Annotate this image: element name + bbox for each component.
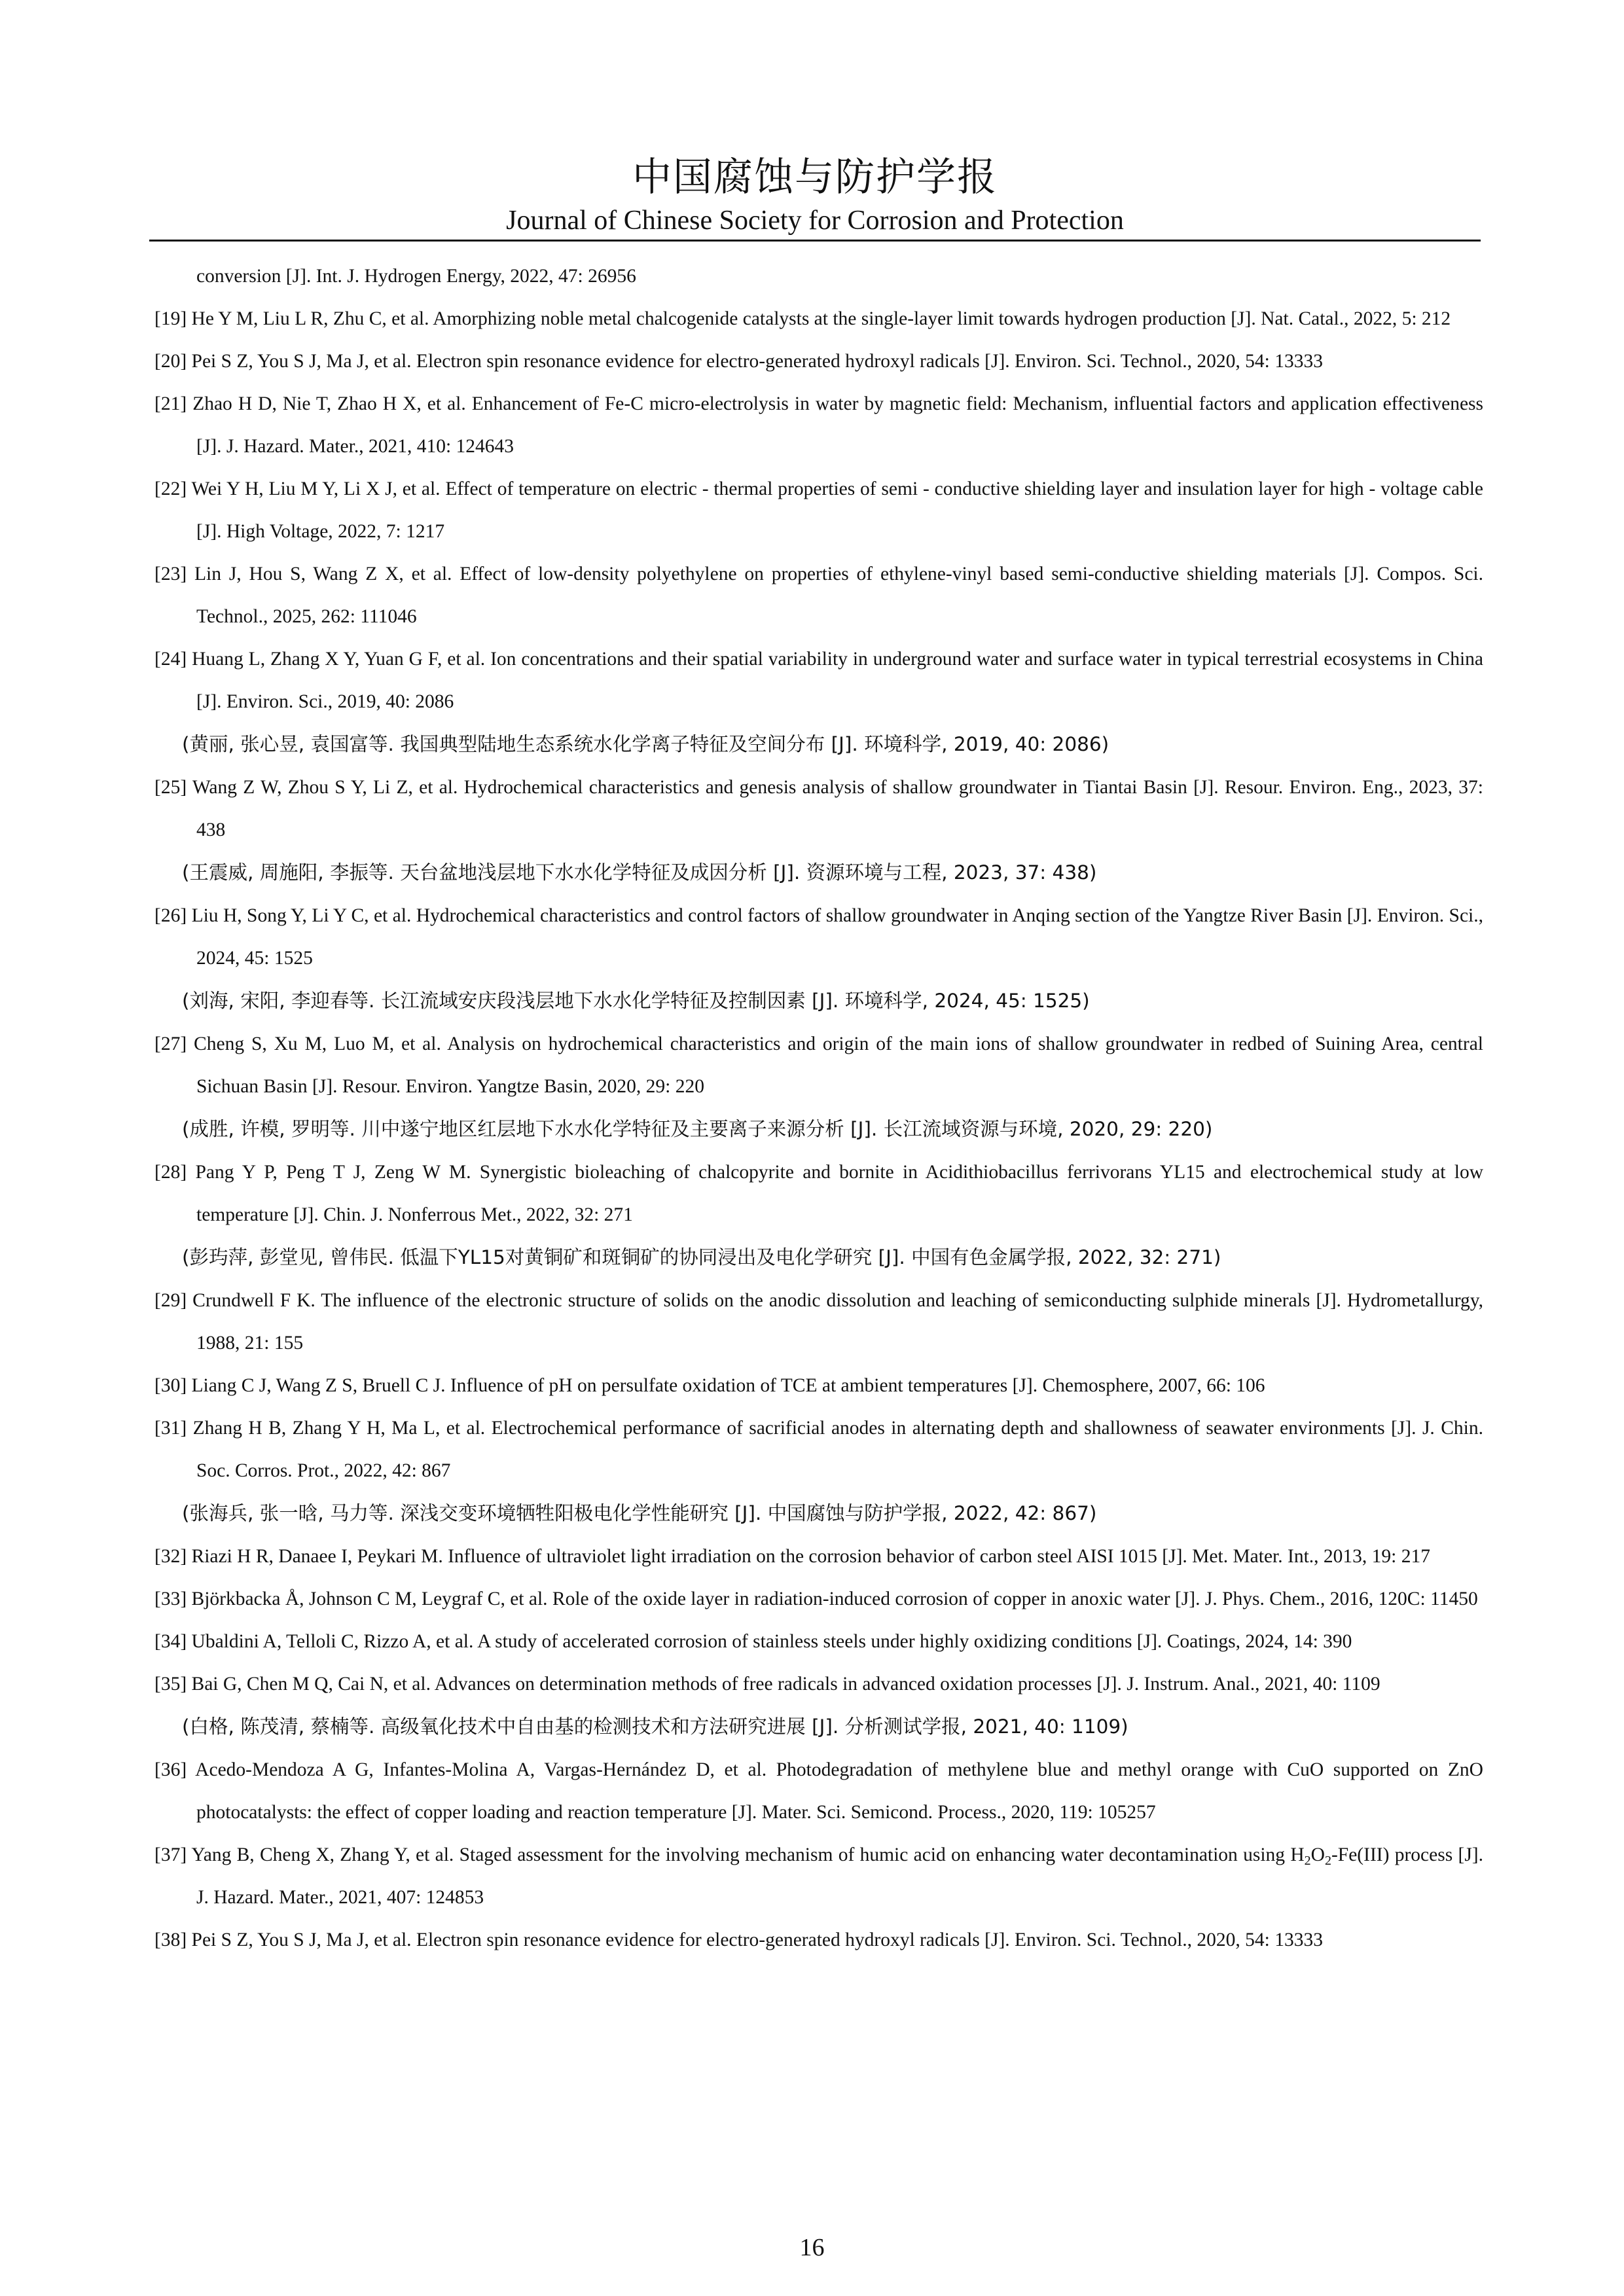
header-rule [149, 240, 1481, 242]
reference-text: Pang Y P, Peng T J, Zeng W M. Synergistic bioleaching of chalcopyrite and bornite in Acidithiobacillus ferrivorans YL15 and electrochemical study at low temperature [J]. Chin. J. Nonferrous Met., 2022, 32: 271 [195, 1162, 1483, 1225]
reference-number: [23] [154, 564, 187, 584]
reference-number: [27] [154, 1033, 187, 1054]
reference-translation: (彭玙萍, 彭堂见, 曾伟民. 低温下YL15对黄铜矿和斑铜矿的协同浸出及电化学研究 [J]. 中国有色金属学报, 2022, 32: 271) [182, 1246, 1221, 1268]
reference-text: Riazi H R, Danaee I, Peykari M. Influence of ultraviolet light irradiation on the corrosion behavior of carbon steel AISI 1015 [J]. Met. Mater. Int., 2013, 19: 217 [191, 1546, 1430, 1567]
reference-item [154, 340, 1483, 383]
reference-number: [31] [154, 1418, 187, 1439]
reference-number: [28] [154, 1162, 187, 1183]
reference-translation: (刘海, 宋阳, 李迎春等. 长江流域安庆段浅层地下水水化学特征及控制因素 [J]. 环境科学, 2024, 45: 1525) [182, 990, 1090, 1012]
reference-number: [22] [154, 478, 187, 499]
reference-item [154, 1621, 1483, 1663]
reference-item [154, 468, 1483, 553]
reference-text: Huang L, Zhang X Y, Yuan G F, et al. Ion concentrations and their spatial variability in underground water and surface water in typical terrestrial ecosystems in China [J]. Environ. Sci., 2019, 40: 2086 [192, 649, 1483, 712]
reference-number: [34] [154, 1631, 187, 1652]
reference-number: [33] [154, 1588, 187, 1609]
reference-item [154, 895, 1483, 980]
reference-number: [20] [154, 351, 187, 372]
journal-title-en: Journal of Chinese Society for Corrosion and Protection [506, 206, 1124, 236]
reference-number: [21] [154, 393, 187, 414]
reference-item [154, 1535, 1483, 1578]
reference-text: Ubaldini A, Telloli C, Rizzo A, et al. A study of accelerated corrosion of stainless steels under highly oxidizing conditions [J]. Coatings, 2024, 14: 390 [191, 1631, 1352, 1652]
reference-text: Liu H, Song Y, Li Y C, et al. Hydrochemical characteristics and control factors of shallow groundwater in Anqing section of the Yangtze River Basin [J]. Environ. Sci., 2024, 45: 1525 [191, 905, 1483, 969]
reference-item [154, 1578, 1483, 1621]
reference-text: Lin J, Hou S, Wang Z X, et al. Effect of low-density polyethylene on properties of ethylene-vinyl based semi-conductive shielding materials [J]. Compos. Sci. Technol., 2025, 262: 111046 [194, 564, 1484, 627]
reference-text: Bai G, Chen M Q, Cai N, et al. Advances on determination methods of free radicals in advanced oxidation processes [J]. J. Instrum. Anal., 2021, 40: 1109 [191, 1674, 1380, 1695]
reference-item [154, 766, 1483, 852]
reference-item [154, 638, 1483, 723]
reference-number: [24] [154, 649, 187, 670]
reference-number: [37] [154, 1844, 187, 1865]
reference-text: Liang C J, Wang Z S, Bruell C J. Influence of pH on persulfate oxidation of TCE at ambient temperatures [J]. Chemosphere, 2007, 66: 106 [191, 1375, 1265, 1396]
reference-item [154, 298, 1483, 340]
journal-title-cn: 中国腐蚀与防护学报 [632, 154, 998, 200]
reference-item [154, 1663, 1483, 1706]
reference-text: He Y M, Liu L R, Zhu C, et al. Amorphizing noble metal chalcogenide catalysts at the single-layer limit towards hydrogen production [J]. Nat. Catal., 2022, 5: 212 [191, 308, 1451, 329]
reference-number: [38] [154, 1929, 187, 1950]
reference-number: [26] [154, 905, 187, 926]
reference-item [154, 1023, 1483, 1108]
reference-number: [30] [154, 1375, 187, 1396]
reference-item [154, 383, 1483, 468]
reference-text: Zhang H B, Zhang Y H, Ma L, et al. Electrochemical performance of sacrificial anodes in alternating depth and shallowness of seawater environments [J]. J. Chin. Soc. Corros. Prot., 2022, 42: 867 [192, 1418, 1484, 1481]
reference-number: [19] [154, 308, 187, 329]
reference-item [154, 553, 1483, 638]
reference-text: Acedo-Mendoza A G, Infantes-Molina A, Vargas-Hernández D, et al. Photodegradation of methylene blue and methyl orange with CuO supported on ZnO photocatalysts: the effect of copper loading and reaction temperature [J]. Mater. Sci. Semicond. Process., 2020, 119: 105257 [195, 1759, 1483, 1823]
page-number: 16 [799, 2234, 825, 2261]
reference-item [154, 1151, 1483, 1236]
reference-text: Wang Z W, Zhou S Y, Li Z, et al. Hydrochemical characteristics and genesis analysis of shallow groundwater in Tiantai Basin [J]. Resour. Environ. Eng., 2023, 37: 438 [192, 777, 1483, 840]
reference-number: [25] [154, 777, 187, 798]
reference-translation: (王震威, 周施阳, 李振等. 天台盆地浅层地下水水化学特征及成因分析 [J]. 资源环境与工程, 2023, 37: 438) [182, 861, 1097, 884]
reference-text: Cheng S, Xu M, Luo M, et al. Analysis on hydrochemical characteristics and origin of the main ions of shallow groundwater in redbed of Suining Area, central Sichuan Basin [J]. Resour. Environ. Yangtze Basin, 2020, 29: 220 [194, 1033, 1483, 1097]
reference-number: [36] [154, 1759, 187, 1780]
reference-item [154, 1407, 1483, 1492]
reference-number: [29] [154, 1290, 187, 1311]
reference-continuation: conversion [J]. Int. J. Hydrogen Energy, 2022, 47: 26956 [196, 266, 636, 287]
reference-item [154, 1749, 1483, 1834]
reference-text: Pei S Z, You S J, Ma J, et al. Electron spin resonance evidence for electro-generated hydroxyl radicals [J]. Environ. Sci. Technol., 2020, 54: 13333 [191, 351, 1324, 372]
reference-translation: (成胜, 许模, 罗明等. 川中遂宁地区红层地下水水化学特征及主要离子来源分析 [J]. 长江流域资源与环境, 2020, 29: 220) [182, 1118, 1213, 1140]
reference-item [154, 1365, 1483, 1407]
reference-list [154, 255, 1483, 1962]
reference-item [154, 1280, 1483, 1365]
reference-text: Björkbacka Å, Johnson C M, Leygraf C, et al. Role of the oxide layer in radiation-induced corrosion of copper in anoxic water [J]. J. Phys. Chem., 2016, 120C: 11450 [191, 1588, 1478, 1609]
reference-text: Zhao H D, Nie T, Zhao H X, et al. Enhancement of Fe-C micro-electrolysis in water by magnetic field: Mechanism, influential factors and application effectiveness [J]. J. Hazard. Mater., 2021, 410: 124643 [192, 393, 1484, 457]
journal-header [149, 152, 1481, 237]
reference-text: Wei Y H, Liu M Y, Li X J, et al. Effect of temperature on electric - thermal properties of semi - conductive shielding layer and insulation layer for high - voltage cable [J]. High Voltage, 2022, 7: 1217 [191, 478, 1483, 542]
reference-translation: (黄丽, 张心昱, 袁国富等. 我国典型陆地生态系统水化学离子特征及空间分布 [J]. 环境科学, 2019, 40: 2086) [182, 733, 1110, 755]
reference-text: Crundwell F K. The influence of the electronic structure of solids on the anodic dissolution and leaching of semiconducting sulphide minerals [J]. Hydrometallurgy, 1988, 21: 155 [192, 1290, 1483, 1354]
reference-text: Pei S Z, You S J, Ma J, et al. Electron spin resonance evidence for electro-generated hydroxyl radicals [J]. Environ. Sci. Technol., 2020, 54: 13333 [191, 1929, 1324, 1950]
reference-number: [35] [154, 1674, 187, 1695]
reference-item [154, 1919, 1483, 1962]
reference-translation: (张海兵, 张一晗, 马力等. 深浅交变环境牺牲阳极电化学性能研究 [J]. 中国腐蚀与防护学报, 2022, 42: 867) [182, 1502, 1097, 1524]
reference-number: [32] [154, 1546, 187, 1567]
reference-text: Yang B, Cheng X, Zhang Y, et al. Staged assessment for the involving mechanism of humic acid on enhancing water decontamination using $H_2O_2-Fe(III)$ process [J]. J. Hazard. Mater., 2021, 407: 124853 [191, 1844, 1483, 1908]
reference-item [154, 1834, 1483, 1919]
reference-translation: (白格, 陈茂清, 蔡楠等. 高级氧化技术中自由基的检测技术和方法研究进展 [J]. 分析测试学报, 2021, 40: 1109) [182, 1715, 1128, 1738]
